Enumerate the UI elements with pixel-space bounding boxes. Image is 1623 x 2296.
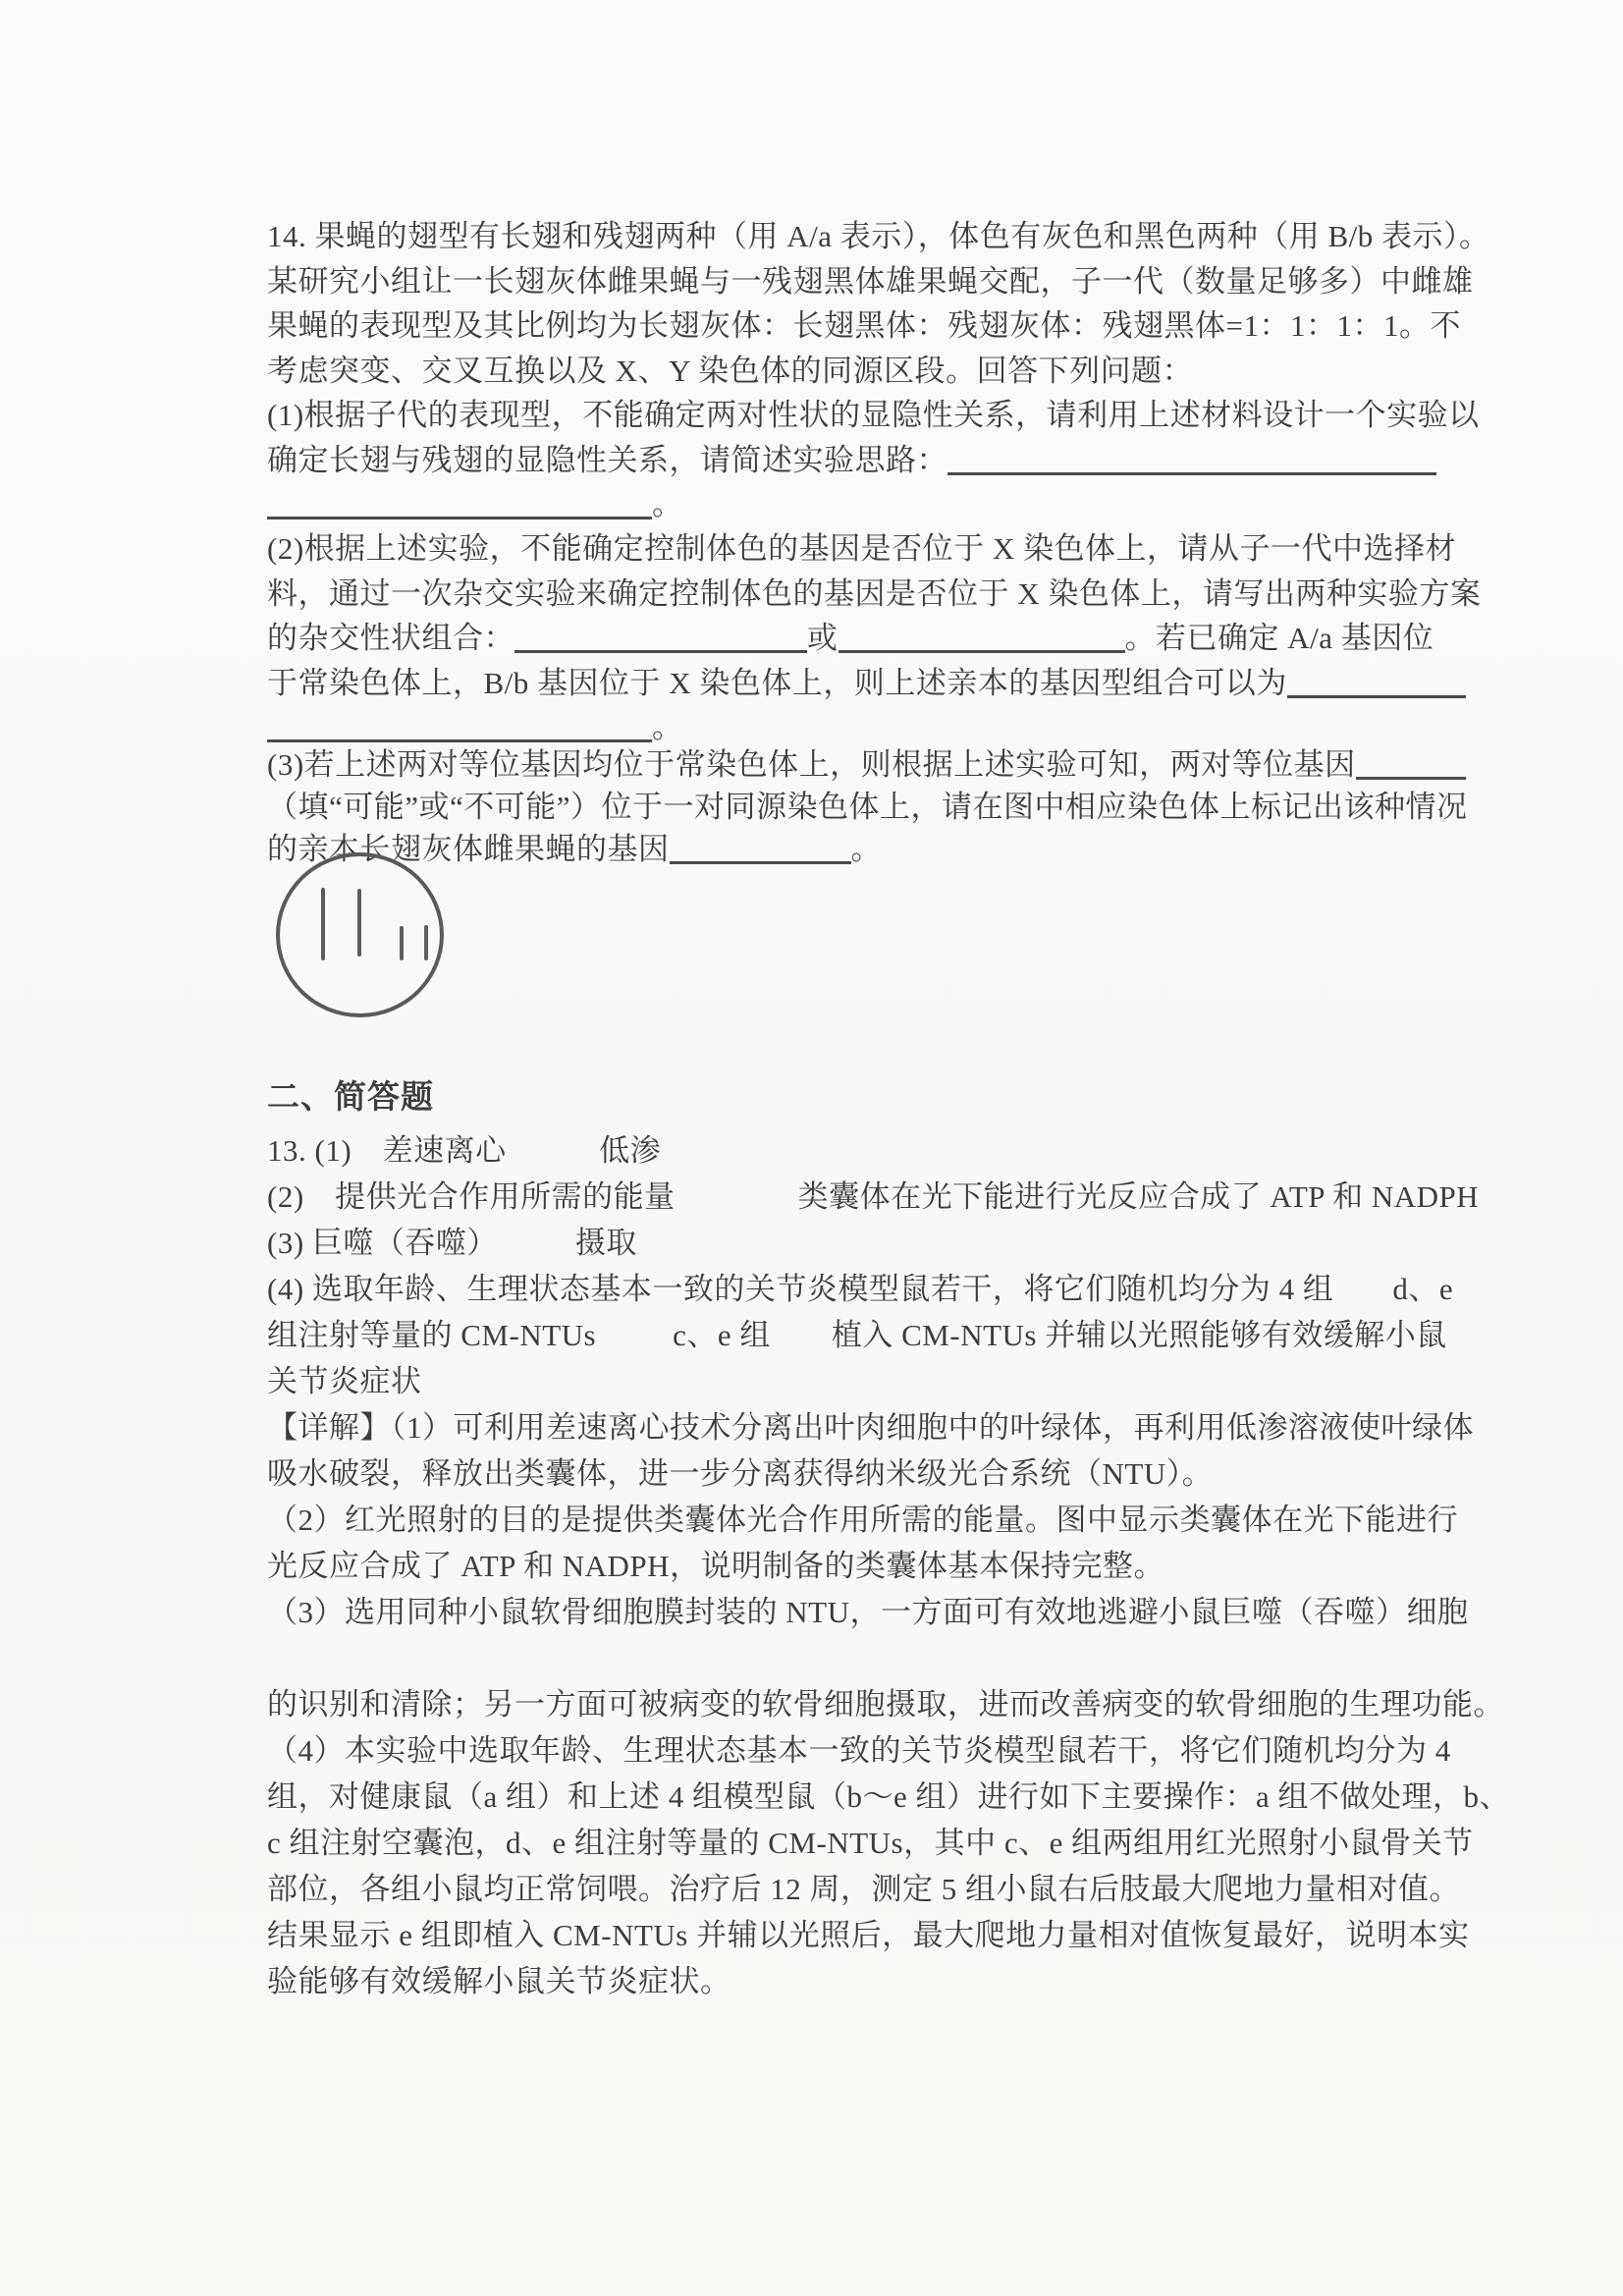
answer-13-block <box>267 1127 1511 2004</box>
answer-13-5-seg3: 植入 CM-NTUs 并辅以光照能够有效缓解小鼠 <box>831 1318 1447 1352</box>
q14-p3-line-1 <box>267 743 1485 786</box>
answer-13-5 <box>267 1312 1485 1358</box>
detail-line-1: 【详解】（1）可利用差速离心技术分离出叶肉细胞中的叶绿体，再利用低渗溶液使叶绿体 <box>267 1410 1474 1445</box>
answer-13-5-seg1: 组注射等量的 CM-NTUs <box>267 1318 597 1352</box>
detail-line-9: c 组注射空囊泡，d、e 组注射等量的 CM-NTUs，其中 c、e 组两组用红光照射小鼠骨关节 <box>267 1826 1474 1860</box>
q14-intro-line-4: 考虑突变、交叉互换以及 X、Y 染色体的同源区段。回答下列问题： <box>267 353 1194 388</box>
long-chromosome-1 <box>321 888 325 960</box>
long-chromosome-2 <box>357 889 361 957</box>
q14-p1-line-2 <box>267 438 1485 483</box>
detail-line-7: （4）本实验中选取年龄、生理状态基本一致的关节炎模型鼠若干，将它们随机均分为 4 <box>267 1733 1451 1768</box>
q14-p1-line-3 <box>267 482 1485 527</box>
q14-p2-line-3-suffix: 。若已确定 A/a 基因位 <box>1124 621 1434 655</box>
answer-gap <box>596 1344 673 1345</box>
q14-p2-line-1: (2)根据上述实验，不能确定控制体色的基因是否位于 X 染色体上，请从子一代中选择材 <box>267 531 1457 566</box>
answer-blank-underline <box>267 517 652 519</box>
short-chromosome-2 <box>424 925 428 960</box>
q14-p2-period: 。 <box>652 710 683 744</box>
q14-p3-line-1-text: (3)若上述两对等位基因均位于常染色体上，则根据上述实验可知，两对等位基因 <box>267 747 1356 782</box>
answer-13-6: 关节炎症状 <box>267 1364 422 1398</box>
q14-p2-line-4 <box>267 661 1485 706</box>
q14-p2-line-3-prefix: 的杂交性状组合： <box>267 621 514 655</box>
detail-line-11: 结果显示 e 组即植入 CM-NTUs 并辅以光照后，最大爬地力量相对值恢复最好，说明本实 <box>267 1918 1470 1952</box>
q14-p2-line-2: 料，通过一次杂交实验来确定控制体色的基因是否位于 X 染色体上，请写出两种实验方案 <box>267 575 1482 611</box>
answer-blank-underline <box>670 861 851 864</box>
short-chromosome-1 <box>400 926 404 960</box>
q14-p1-line-2-text: 确定长翅与残翅的显隐性关系，请简述实验思路： <box>267 442 947 477</box>
answer-13-4 <box>267 1266 1485 1312</box>
section-2-heading: 二、简答题 <box>267 1080 434 1116</box>
q14-p3-line-3-text: 的亲本长翅灰体雌果蝇的基因 <box>267 832 670 866</box>
answer-13-5-seg2: c、e 组 <box>673 1318 771 1352</box>
detail-line-2: 吸水破裂，释放出类囊体，进一步分离获得纳米级光合系统（NTU）。 <box>267 1456 1214 1491</box>
detail-line-10: 部位，各组小鼠均正常饲喂。治疗后 12 周，测定 5 组小鼠右后肢最大爬地力量相对值。 <box>267 1872 1460 1906</box>
cell-chromosome-diagram <box>276 852 444 1017</box>
question-14-part1 <box>267 393 1485 527</box>
q14-p3-period: 。 <box>850 832 882 866</box>
answer-13-2-right: 类囊体在光下能进行光反应合成了 ATP 和 NADPH <box>797 1179 1480 1214</box>
answer-blank-underline <box>514 650 807 653</box>
q14-p2-line-3 <box>267 616 1485 661</box>
q14-p2-or-text: 或 <box>807 621 839 655</box>
answer-blank-underline <box>839 650 1125 653</box>
detail-line-8: 组，对健康鼠（a 组）和上述 4 组模型鼠（b～e 组）进行如下主要操作：a 组不做处理，b、 <box>267 1779 1511 1814</box>
answer-gap <box>771 1344 832 1345</box>
detail-line-12: 验能够有效缓解小鼠关节炎症状。 <box>267 1964 731 1998</box>
answer-blank-underline <box>1356 777 1466 780</box>
answer-13-4-right: d、e <box>1392 1272 1454 1306</box>
answer-blank-underline <box>1287 695 1466 698</box>
q14-p3-line-2: （填“可能”或“不可能”）位于一对同源染色体上，请在图中相应染色体上标记出该种情况 <box>267 790 1468 824</box>
q14-p3-line-3 <box>267 828 1485 870</box>
section-2 <box>267 1075 1485 1121</box>
q14-intro-line-3: 果蝇的表现型及其比例均为长翅灰体：长翅黑体：残翅灰体：残翅黑体=1：1：1：1。不 <box>267 308 1461 343</box>
question-14-intro <box>267 214 1490 393</box>
q14-p1-line-1: (1)根据子代的表现型，不能确定两对性状的显隐性关系，请利用上述材料设计一个实验以 <box>267 398 1480 432</box>
detail-line-6: 的识别和清除；另一方面可被病变的软骨细胞摄取，进而改善病变的软骨细胞的生理功能。 <box>267 1687 1504 1722</box>
detail-line-3: （2）红光照射的目的是提供类囊体光合作用所需的能量。图中显示类囊体在光下能进行 <box>267 1503 1458 1537</box>
answer-gap <box>1333 1298 1392 1299</box>
answer-gap <box>676 1206 798 1207</box>
detail-line-5: （3）选用同种小鼠软骨细胞膜封装的 NTU，一方面可有效地逃避小鼠巨噬（吞噬）细胞 <box>267 1595 1469 1629</box>
q14-p2-line-4-text: 于常染色体上，B/b 基因位于 X 染色体上，则上述亲本的基因型组合可以为 <box>267 665 1287 700</box>
answer-13-2-left: (2) 提供光合作用所需的能量 <box>267 1179 676 1214</box>
answer-13-4-left: (4) 选取年龄、生理状态基本一致的关节炎模型鼠若干，将它们随机均分为 4 组 <box>267 1272 1334 1306</box>
q14-p1-period: 。 <box>652 487 683 521</box>
blank-line <box>267 1635 1485 1681</box>
question-14-part2 <box>267 526 1485 750</box>
question-14-part3 <box>267 743 1485 870</box>
answer-blank-underline <box>947 472 1436 475</box>
answer-13-2 <box>267 1174 1485 1220</box>
answer-blank-underline <box>267 739 652 742</box>
answer-13-1: 13. (1) 差速离心 低渗 <box>267 1133 662 1168</box>
answer-13-3: (3) 巨噬（吞噬） 摄取 <box>267 1226 637 1260</box>
q14-intro-line-1: 14. 果蝇的翅型有长翅和残翅两种（用 A/a 表示），体色有灰色和黑色两种（用 B/b 表示）。 <box>267 219 1490 253</box>
q14-intro-line-2: 某研究小组让一长翅灰体雌果蝇与一残翅黑体雄果蝇交配，子一代（数量足够多）中雌雄 <box>267 263 1474 299</box>
detail-line-4: 光反应合成了 ATP 和 NADPH，说明制备的类囊体基本保持完整。 <box>267 1549 1165 1583</box>
